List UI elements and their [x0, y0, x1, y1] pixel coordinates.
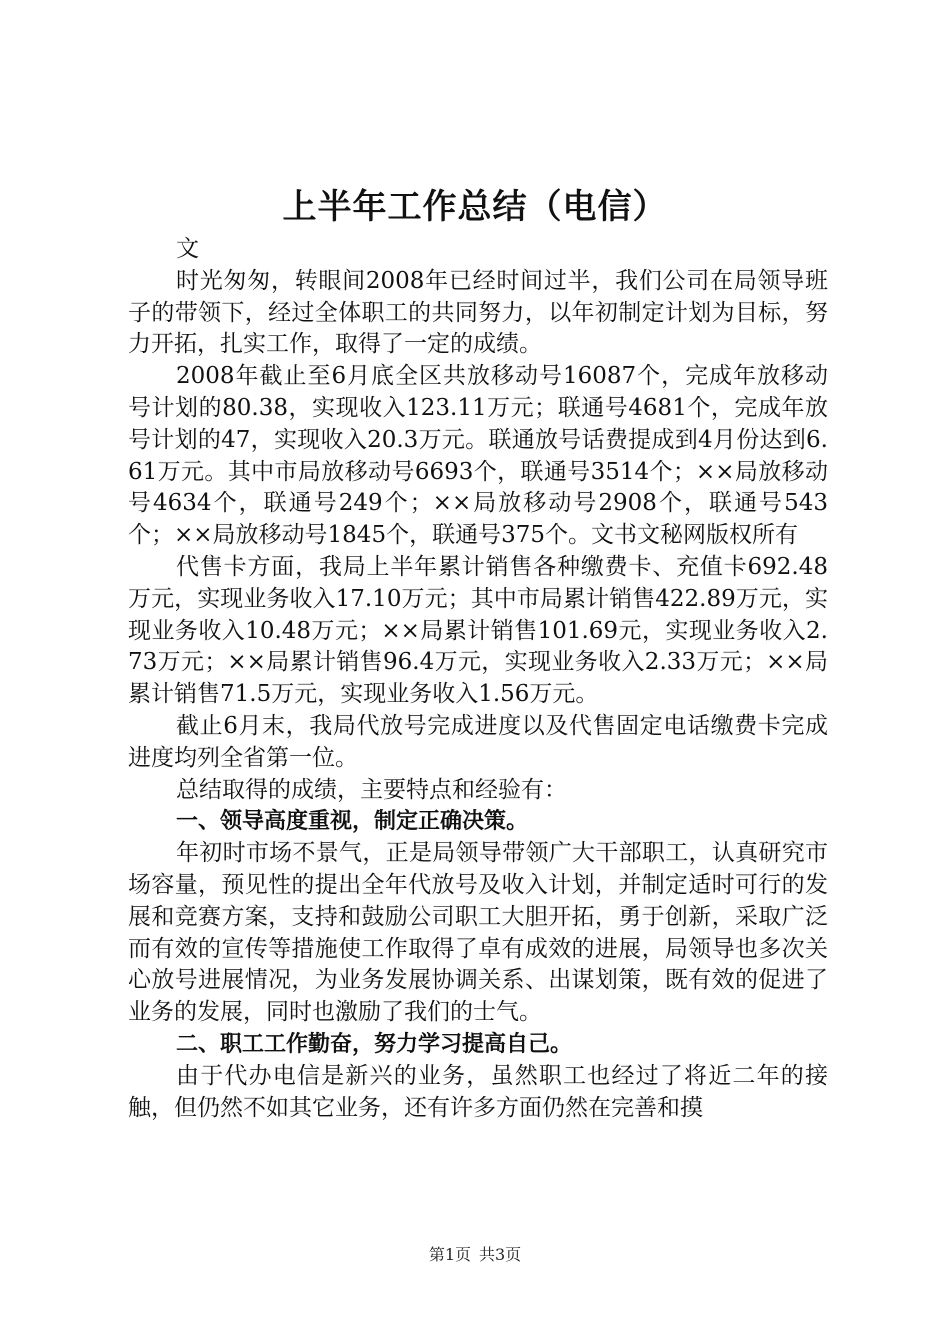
mobile-stats-paragraph: 2008年截止至6月底全区共放移动号16087个，完成年放移动号计划的80.38，实现收入123.11万元；联通号4681个，完成年放号计划的47，实现收入20.3万元。联通放号话费提成到4月份达到6.61万元。其中市局放移动号6693个，联通号3514个；××局放移动号4634个，联通号249个；××局放移动号2908个，联通号543个；××局放移动号1845个，联通号375个。文书文秘网版权所有 — [128, 363, 828, 549]
intro-paragraph: 时光匆匆，转眼间2008年已经时间过半，我们公司在局领导班子的带领下，经过全体职工的共同努力，以年初制定计划为目标，努力开拓，扎实工作，取得了一定的成绩。 — [128, 267, 828, 358]
staff-paragraph: 由于代办电信是新兴的业务，虽然职工也经过了将近二年的接触，但仍然不如其它业务，还有许多方面仍然在完善和摸 — [128, 1062, 828, 1121]
author-line: 文 — [176, 236, 199, 262]
progress-paragraph: 截止6月末，我局代放号完成进度以及代售固定电话缴费卡完成进度均列全省第一位。 — [128, 712, 828, 771]
page-total: 共3页 — [479, 1245, 522, 1264]
page-footer — [0, 1244, 950, 1266]
section-heading-1: 一、领导高度重视，制定正确决策。 — [176, 809, 529, 835]
document-body — [128, 234, 828, 1124]
leadership-paragraph: 年初时市场不景气，正是局领导带领广大干部职工，认真研究市场容量，预见性的提出全年代放号及收入计划，并制定适时可行的发展和竞赛方案，支持和鼓励公司职工大胆开拓，勇于创新，采取广泛而有效的宣传等措施使工作取得了卓有成效的进展，局领导也多次关心放号进展情况，为业务发展协调关系、出谋划策，既有效的促进了业务的发展，同时也激励了我们的士气。 — [128, 840, 828, 1026]
card-sales-paragraph: 代售卡方面，我局上半年累计销售各种缴费卡、充值卡692.48万元，实现业务收入17.10万元；其中市局累计销售422.89万元，实现业务收入10.48万元；××局累计销售101.69元，实现业务收入2.73万元；××局累计销售96.4万元，实现业务收入2.33万元；××局累计销售71.5万元，实现业务收入1.56万元。 — [128, 553, 828, 708]
summary-intro-paragraph: 总结取得的成绩，主要特点和经验有： — [176, 776, 567, 803]
document-title: 上半年工作总结（电信） — [282, 187, 668, 227]
page-number: 第1页 — [428, 1245, 471, 1264]
section-heading-2: 二、职工工作勤奋，努力学习提高自己。 — [176, 1031, 573, 1057]
